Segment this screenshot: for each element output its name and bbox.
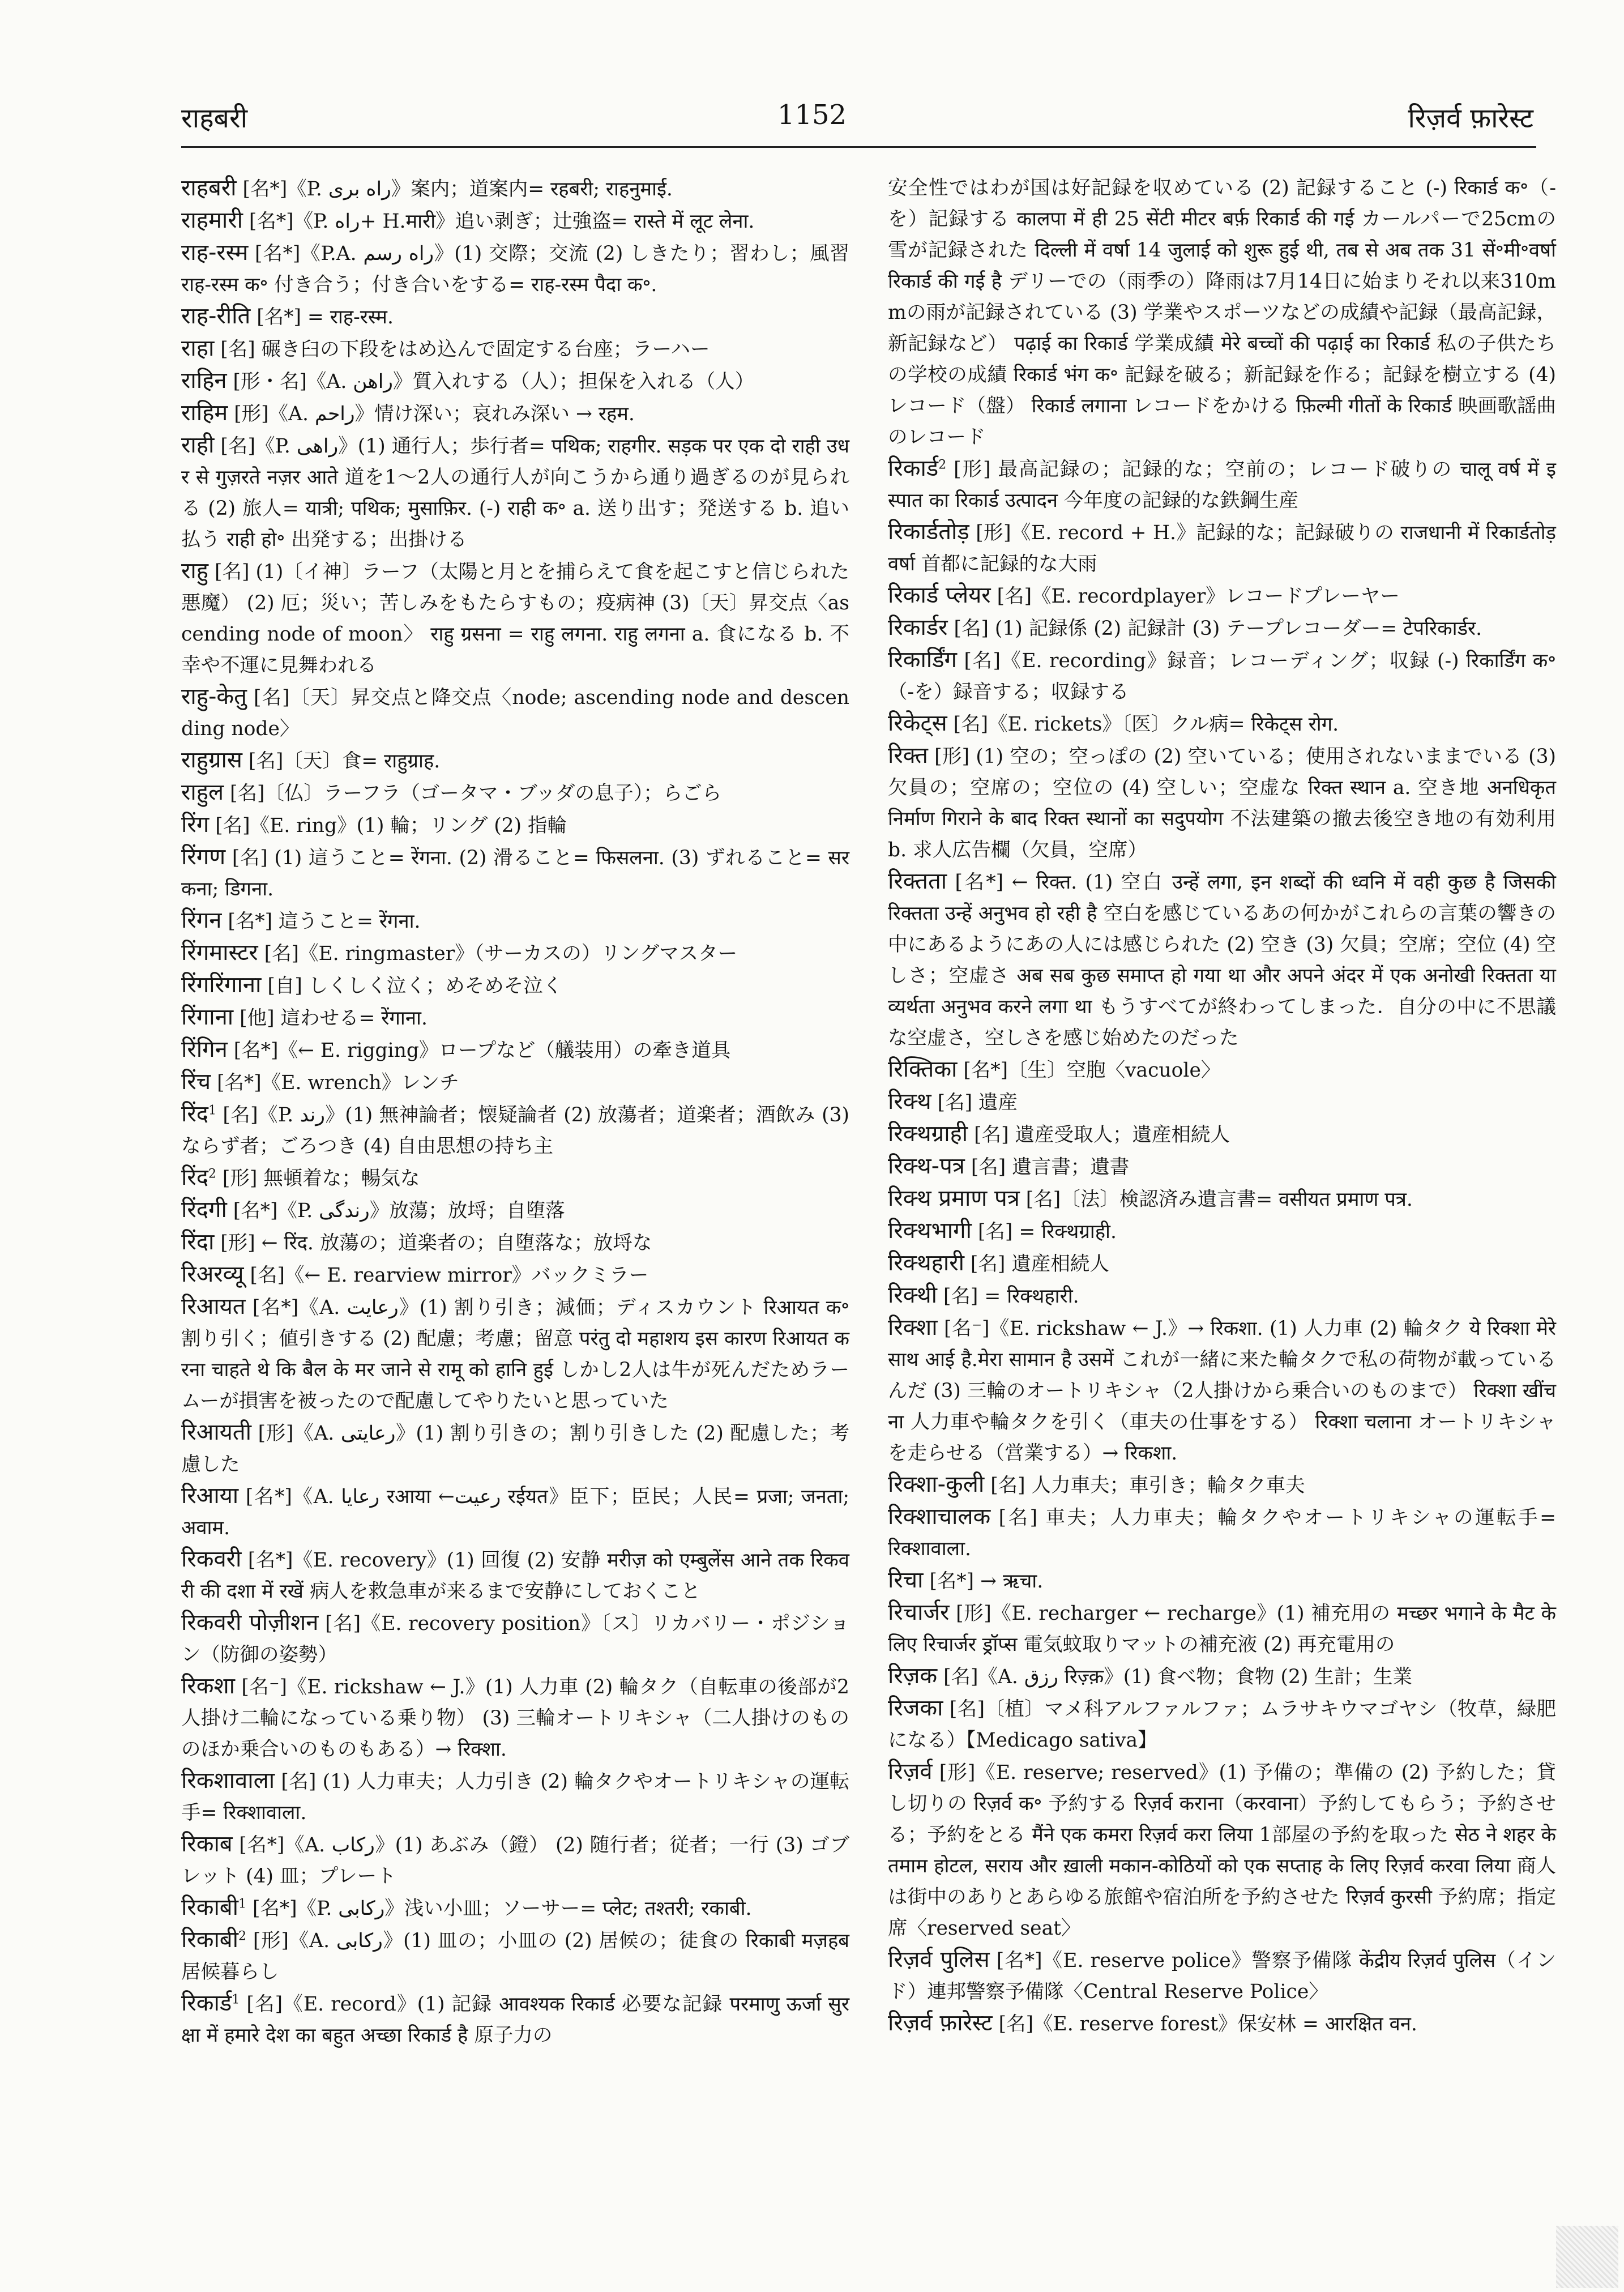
entry-definition: [名*] = राह-रस्म. (250, 306, 394, 328)
entry-definition: [形] 無頓着な；暢気な (216, 1167, 420, 1190)
entry-headword: रिक्थ (888, 1089, 931, 1115)
entry-headword: रिकशावाला (181, 1768, 275, 1794)
entry-headword: रिअरव्यू (181, 1261, 244, 1287)
entry-definition: [名*]《← E. rigging》ロープなど（艤装用）の牽き道具 (227, 1039, 731, 1062)
dictionary-entry (181, 301, 849, 333)
dictionary-entry (888, 1086, 1556, 1119)
entry-headword: रिज़र्व पुलिस (888, 1947, 990, 1973)
dictionary-entry (888, 453, 1556, 517)
entry-headword: रिंगण (181, 844, 226, 870)
entry-headword: रिक्थभागी (888, 1218, 972, 1244)
dictionary-entry (181, 365, 849, 398)
running-head-left: राहबरी (181, 103, 248, 134)
dictionary-entry (181, 1417, 849, 1480)
entry-definition: [形]《E. reserve; reserved》(1) 予備の；準備の (2) 予約した；貸し切りの रिज़र्व क॰ 予約する रिज़र्व कराना（करवाना）予約してもらう；予約させる；予約をとる मैंने एक कमरा रिज़र्व करा लिया 1部屋の予約を取った सेठ ने शहर के तमाम होटल, सराय और ख़ाली मकान-कोठियों को एक सप्ताह के लिए रिज़र्व करवा लिया 商人は街中のありとあらゆる旅館や宿泊所を予約させた रिज़र्व कुरसी 予約席；指定席〈reserved seat〉 (888, 1761, 1556, 1940)
entry-headword: रिक्थ-पत्र (888, 1153, 965, 1179)
dictionary-entry (181, 905, 849, 937)
dictionary-entry (181, 1765, 849, 1829)
entry-headword: रिकेट्स (888, 710, 947, 736)
entry-headword: रिकवरी पोज़ीशन (181, 1610, 319, 1636)
entry-headword: राहुग्रास (181, 747, 242, 773)
homograph-number: 2 (938, 458, 947, 472)
entry-headword: रिआयती (181, 1419, 251, 1445)
dictionary-entry (888, 708, 1556, 740)
entry-definition: [名] 車夫；人力車夫；輪タクやオートリキシャの運転手= रिक्शावाला. (888, 1506, 1556, 1560)
dictionary-entry (181, 205, 849, 237)
dictionary-entry (888, 1501, 1556, 1565)
entry-headword: रिकार्ड प्लेयर (888, 582, 991, 608)
entry-definition: [形]《A. راحم》情け深い；哀れみ深い → रहम. (228, 403, 635, 425)
entry-definition: [名]《E. recording》録音；レコーディング；収録 (-) रिकार्डिंग क॰（-を）録音する；収録する (888, 650, 1556, 703)
dictionary-entry (888, 740, 1556, 866)
homograph-number: 1 (208, 1103, 216, 1118)
dictionary-entry (181, 1227, 849, 1259)
entry-definition: [形]《E. record + H.》記録的な；記録破りの राजधानी में रिकार्डतोड़ वर्षा 首都に記録的な大雨 (888, 522, 1556, 575)
dictionary-entry (888, 1054, 1556, 1086)
dictionary-entry (888, 1944, 1556, 2008)
entry-definition: [名] 碾き臼の下段をはめ込んで固定する台座；ラーハー (214, 338, 710, 361)
dictionary-entry (181, 1194, 849, 1227)
entry-definition: [名*]《P. رکابی》浅い小皿；ソーサー= प्लेट; तश्तरी; रकाबी. (246, 1897, 752, 1920)
entry-definition: [名*] ← रिक्त. (1) 空白 उन्हें लगा, इन शब्दों की ध्वनि में वही कुछ है जिसकी रिक्तता उन्हें अनुभव हो रही है 空白を感じているあの何かがこれらの言葉の響きの中にあるようにあの人には感じられた (2) 空き (3) 欠員；空席；空位 (4) 空しさ；空虚さ अब सब कुछ समाप्त हो गया था और अपने अंदर में एक अनोखी रिक्तता या व्यर्थता अनुभव करने लगा था もうすべてが終わってしまった．自分の中に不思議な空虚さ，空しさを感じ始めたのだった (888, 871, 1556, 1049)
entry-headword: रिक्थ प्रमाण पत्र (888, 1185, 1020, 1211)
homograph-number: 1 (232, 1992, 240, 2007)
entry-headword: राहिम (181, 400, 228, 426)
entry-headword: रिकार्डतोड़ (888, 519, 969, 545)
dictionary-entry (181, 430, 849, 556)
dictionary-entry (181, 842, 849, 905)
entry-headword: रिंदा (181, 1229, 215, 1255)
entry-headword: रिकशा (181, 1673, 235, 1699)
dictionary-entry (181, 1066, 849, 1099)
entry-headword: राहु (181, 558, 208, 584)
entry-headword: रिंग (181, 812, 210, 838)
entry-definition: 安全性ではわが国は好記録を収めている (2) 記録すること (-) रिकार्ड क॰（-を）記録する कालपा में ही 25 सेंटी मीटर बर्फ़ रिकार्ड की गई カールパーで25cmの雪が記録された दिल्ली में वर्षा 14 जुलाई को शुरू हुई थी, तब से अब तक 31 सें॰मी॰वर्षा रिकार्ड की गई है デリーでの（雨季の）降雨は7月14日に始まりそれ以来310mmの雨が記録されている (3) 学業やスポーツなどの成績や記録（最高記録，新記録など） पढ़ाई का रिकार्ड 学業成績 मेरे बच्चों की पढ़ाई का रिकार्ड 私の子供たちの学校の成績 रिकार्ड भंग क॰ 記録を破る；新記録を作る；記録を樹立する (4) レコード（盤） रिकार्ड लगाना レコードをかける फ़िल्मी गीतों के रिकार्ड 映画歌謡曲のレコード (888, 177, 1556, 449)
entry-definition: [形]《A. رکابی》(1) 皿の；小皿の (2) 居候の；徒食の रिकाबी मज़हब 居候暮らし (181, 1930, 849, 1983)
dictionary-entry (181, 1034, 849, 1066)
entry-headword: रिक्तिका (888, 1056, 958, 1082)
entry-headword: रिंगरिंगाना (181, 972, 262, 998)
dictionary-entry (181, 937, 849, 970)
entry-definition: [名] (1) 記録係 (2) 記録計 (3) テープレコーダー= टेपरिकार्डर. (947, 617, 1482, 640)
entry-headword: रिकवरी (181, 1546, 242, 1572)
dictionary-entry (181, 1988, 849, 2051)
dictionary-entry (888, 1151, 1556, 1183)
entry-definition: [名] 人力車夫；車引き；輪タク車夫 (984, 1474, 1305, 1497)
entry-headword: रिंद (181, 1101, 208, 1127)
dictionary-entry (888, 1597, 1556, 1661)
dictionary-entry (888, 1661, 1556, 1693)
entry-definition: [自] しくしく泣く；めそめそ泣く (261, 975, 563, 997)
entry-definition: [名]〔植〕マメ科アルファルファ；ムラサキウマゴヤシ（牧草，緑肥になる）【Medicago sativa】 (888, 1698, 1556, 1752)
entry-definition: [名] (1) 人力車夫；人力引き (2) 輪タクやオートリキシャの運転手= रिक्शावाला. (181, 1770, 849, 1824)
entry-headword: राहिन (181, 368, 227, 394)
dictionary-entry (181, 1480, 849, 1544)
dictionary-entry (888, 1312, 1556, 1469)
entry-definition: [名]〔天〕食= राहुग्राह. (242, 750, 441, 772)
entry-headword: रिचा (888, 1567, 924, 1593)
entry-definition: [他] 這わせる= रेंगाना. (233, 1007, 428, 1030)
entry-definition: [名*]《E. recovery》(1) 回復 (2) 安静 मरीज़ को एम्बुलेंस आने तक रिकवरी की दशा में रखें 病人を救急車が来るまで安静にしておくこと (181, 1549, 849, 1603)
dictionary-entry (888, 1183, 1556, 1215)
dictionary-entry (888, 1248, 1556, 1280)
dictionary-entry (888, 1469, 1556, 1501)
left-column (181, 173, 849, 2051)
entry-definition: [名] = रिक्थग्राही. (972, 1220, 1117, 1243)
entry-headword: रिआया (181, 1483, 239, 1509)
entry-definition: [名⁻]《E. rickshaw ← J.》(1) 人力車 (2) 輪タク（自転車の後部が2人掛け二輪になっている乗り物） (3) 三輪オートリキシャ（二人掛けのもののほか乗合いのものもある）→ रिक्शा. (181, 1676, 849, 1761)
dictionary-entry (888, 580, 1556, 612)
entry-definition: [名]〔仏〕ラーフラ（ゴータマ・ブッダの息子）；らごら (224, 782, 722, 805)
entry-definition: [名*]《A. رعایا रआया ←رعیت रईयत》臣下；臣民；人民= प्रजा; जनता; अवाम. (181, 1486, 850, 1539)
dictionary-entry (888, 2008, 1556, 2040)
dictionary-entry (181, 681, 849, 745)
entry-headword: रिकार्डर (888, 614, 948, 641)
entry-headword: रिकाबी (181, 1894, 238, 1920)
entry-headword: रिज़र्व फ़ारेस्ट (888, 2010, 993, 2036)
entry-definition: [名]《E. ring》(1) 輪；リング (2) 指輪 (209, 814, 567, 837)
entry-headword: रिकाबी (181, 1927, 238, 1953)
entry-headword: राही (181, 432, 215, 458)
entry-definition: [名*]《P. رندگی》放蕩；放埒；自堕落 (226, 1200, 565, 1222)
entry-headword: रिंदगी (181, 1197, 227, 1223)
entry-headword: रिआयत (181, 1294, 246, 1320)
dictionary-entry (181, 1829, 849, 1892)
entry-definition: [名*]《A. رکاب》(1) あぶみ（鐙） (2) 随行者；従者；一行 (3) ゴブレット (4) 皿；プレート (181, 1834, 849, 1888)
entry-definition: [名]《E. recordplayer》レコードプレーヤー (990, 585, 1400, 608)
entry-definition: [名] = रिक्थहारी. (937, 1285, 1079, 1308)
dictionary-entry (181, 970, 849, 1002)
entry-definition: [名] (1)〔イ神〕ラーフ（太陽と月とを捕らえて食を起こすと信じられた悪魔） (2) 厄；災い；苦しみをもたらすもの；疫病神 (3)〔天〕昇交点〈ascending node of moon〉 राहु ग्रसना = राहु लगना. राहु लगना a. 食になる b. 不幸や不運に見舞われる (181, 561, 849, 677)
entry-definition: [名]《P. رند》(1) 無神論者；懐疑論者 (2) 放蕩者；道楽者；酒飲み (3) ならず者；ごろつき (4) 自由思想の持ち主 (181, 1104, 849, 1158)
entry-definition: [名*] 這うこと= रेंगना. (221, 910, 421, 933)
entry-headword: राहुल (181, 779, 224, 805)
entry-definition: [名] 遺産 (931, 1091, 1018, 1114)
entry-headword: रिज़र्व (888, 1759, 933, 1785)
entry-headword: रिजका (888, 1695, 943, 1721)
entry-definition: [名]《P. راهی》(1) 通行人；歩行者= पथिक; राहगीर. सड़क पर एक दो राही उधर से गुज़रते नज़र आते 道を1〜2人の通行人が向こうから通り過ぎるのが見られる (2) 旅人= यात्री; पथिक; मुसाफ़िर. (-) राही क॰ a. 送り出す；発送する b. 追い払う राही हो॰ 出発する；出掛ける (181, 435, 849, 551)
entry-definition: [名]〔天〕昇交点と降交点〈node; ascending node and descending node〉 (181, 686, 849, 740)
entry-definition: [名]《E. ringmaster》（サーカスの）リングマスター (258, 942, 738, 965)
entry-headword: राहमारी (181, 207, 243, 233)
dictionary-entry (888, 1280, 1556, 1312)
entry-definition: [名]《E. rickets》〔医〕クル病= रिकेट्स रोग. (947, 713, 1339, 736)
entry-headword: रिकार्डिंग (888, 647, 958, 673)
entry-definition: [名*]《E. reserve police》警察予備隊 केंद्रीय रिज़र्व पुलिस（インド）連邦警察予備隊〈Central Reserve Police〉 (888, 1949, 1556, 2003)
entry-definition: [名]《A. رزق रिज़्क़》(1) 食べ物；食物 (2) 生計；生業 (937, 1666, 1412, 1688)
running-head-right: रिज़र्व फ़ारेस्ट (1408, 103, 1533, 134)
entry-headword: रिकार्ड (888, 455, 939, 481)
entry-headword: रिचार्जर (888, 1599, 950, 1625)
dictionary-entry (181, 1162, 849, 1194)
dictionary-entry (181, 398, 849, 430)
dictionary-entry (888, 612, 1556, 645)
entry-headword: रिकाब (181, 1831, 233, 1857)
entry-headword: रिक्त (888, 742, 928, 769)
dictionary-entry (888, 173, 1556, 453)
entry-definition: [名] 遺産受取人；遺産相続人 (968, 1124, 1230, 1146)
entry-headword: राहबरी (181, 175, 237, 201)
entry-definition: [形] (1) 空の；空っぽの (2) 空いている；使用されないままでいる (3) 欠員の；空席の；空位の (4) 空しい；空虚な रिक्त स्थान a. 空き地 अनधिकृत निर्माण गिराने के बाद रिक्त स्थानों का सदुपयोग 不法建築の撤去後空き地の有効利用 b. 求人広告欄（欠員，空席） (888, 745, 1556, 861)
entry-headword: रिक्थहारी (888, 1250, 964, 1276)
entry-definition: [名] 遺言書；遺書 (964, 1156, 1130, 1179)
dictionary-entry (181, 777, 849, 809)
entry-headword: रिकार्ड (181, 1990, 232, 2016)
entry-headword: रिक्शाचालक (888, 1504, 991, 1530)
dictionary-entry (181, 1924, 849, 1988)
page-corner-mark (1556, 2226, 1618, 2288)
dictionary-entry (888, 517, 1556, 580)
entry-definition: [名]〔法〕検認済み遺言書= वसीयत प्रमाण पत्र. (1019, 1188, 1413, 1211)
dictionary-entry (181, 1544, 849, 1607)
entry-definition: [名] 遺産相続人 (964, 1253, 1109, 1275)
entry-definition: [名]《E. recovery position》〔ス〕リカバリー・ポジション（防御の姿勢） (181, 1612, 849, 1666)
dictionary-entry (181, 173, 849, 205)
dictionary-entry (181, 1099, 849, 1162)
dictionary-entry (888, 1215, 1556, 1248)
dictionary-entry (888, 1693, 1556, 1756)
entry-headword: रिक्थी (888, 1282, 937, 1308)
entry-headword: राह-रस्म (181, 240, 249, 266)
entry-definition: [名]《E. reserve forest》保安林 = आरक्षित वन. (992, 2013, 1417, 2035)
dictionary-entry (181, 809, 849, 842)
dictionary-entry (181, 556, 849, 681)
homograph-number: 2 (238, 1929, 246, 1944)
dictionary-entry (181, 1671, 849, 1765)
dictionary-entry (888, 1119, 1556, 1151)
dictionary-entry (888, 1756, 1556, 1944)
entry-headword: रिंगाना (181, 1004, 234, 1030)
entry-headword: रिंगमास्टर (181, 940, 258, 966)
dictionary-entry (181, 237, 849, 301)
dictionary-entry (181, 745, 849, 777)
entry-headword: राहु-केतु (181, 684, 247, 710)
entry-headword: रिंद (181, 1164, 208, 1190)
entry-definition: [名]《E. record》(1) 記録 आवश्यक रिकार्ड 必要な記録 परमाणु ऊर्जा सुरक्षा में हमारे देश का बहुत अच्छा रिकार्ड है 原子力の (181, 1993, 849, 2047)
entry-headword: राहा (181, 335, 215, 361)
entry-definition: [名*]《E. wrench》レンチ (211, 1072, 459, 1094)
homograph-number: 2 (208, 1167, 216, 1181)
entry-definition: [名*]《A. رعایت》(1) 割り引き；減価；ディスカウント रिआयत क॰ 割り引く；値引きする (2) 配慮；考慮；留意 परंतु दो महाशय इस कारण रिआयत करना चाहते थे कि बैल के मर जाने से रामू को हानि हुई しかし2人は牛が死んだためラームーが損害を被ったので配慮してやりたいと思っていた (181, 1296, 849, 1412)
entry-headword: रिक्तता (888, 868, 947, 894)
dictionary-entry (888, 866, 1556, 1054)
dictionary-entry (181, 1291, 849, 1417)
entry-definition: [名] (1) 這うこと= रेंगना. (2) 滑ること= फिसलना. (3) ずれること= सरकना; डिगना. (181, 847, 849, 900)
page-number: 1152 (777, 99, 847, 131)
entry-headword: रिक्शा-कुली (888, 1471, 985, 1497)
entry-definition: [名*]《P. راه+ H.मारी》追い剥ぎ；辻強盗= रास्ते में लूट लेना. (242, 210, 755, 233)
entry-definition: [形] ← रिंद. 放蕩の；道楽者の；自堕落な；放埒な (214, 1232, 652, 1254)
entry-definition: [名*]〔生〕空胞〈vacuole〉 (957, 1059, 1221, 1082)
entry-definition: [名*]《P.A. راه رسم》(1) 交際；交流 (2) しきたり；習わし；風習 राह-रस्म क॰ 付き合う；付き合いをする= राह-रस्म पैदा क॰. (181, 242, 849, 296)
entry-definition: [形・名]《A. راهن》質入れする（人）；担保を入れる（人） (226, 370, 755, 393)
entry-definition: [形]《E. recharger ← recharge》(1) 補充用の मच्छर भगाने के मैट के लिए रिचार्जर ड्रॉप्स 電気蚊取りマットの補充液 (2) 再充電用の (888, 1602, 1556, 1656)
entry-headword: रिंच (181, 1069, 211, 1095)
entry-headword: रिज़क (888, 1663, 938, 1689)
entry-headword: रिंगिन (181, 1036, 228, 1062)
entry-headword: राह-रीति (181, 303, 251, 329)
entry-definition: [形] 最高記録の；記録的な；空前の；レコード破りの चालू वर्ष में इस्पात का रिकार्ड उत्पादन 今年度の記録的な鉄鋼生産 (888, 458, 1556, 512)
entry-headword: रिंगन (181, 907, 222, 933)
entry-headword: रिक्थग्राही (888, 1121, 968, 1147)
header-rule (181, 146, 1536, 148)
entry-definition: [名]《← E. rearview mirror》バックミラー (243, 1264, 649, 1287)
dictionary-entry (888, 1565, 1556, 1597)
dictionary-entry (181, 1892, 849, 1924)
entry-definition: [名⁻]《E. rickshaw ← J.》→ रिकशा. (1) 人力車 (2) 輪タク ये रिक्शा मेरे साथ आई है.मेरा सामान है उसमें これが一緒に来た輪タクで私の荷物が載っているんだ (3) 三輪のオートリキシャ（2人掛けから乗合いのものまで） रिक्शा खींचना 人力車や輪タクを引く（車夫の仕事をする） रिक्शा चलाना オートリキシャを走らせる（営業する）→ रिकशा. (888, 1317, 1556, 1465)
dictionary-entry (181, 1607, 849, 1671)
homograph-number: 1 (238, 1897, 246, 1911)
entry-definition: [名*]《P. راه بری》案内；道案内= रहबरी; राहनुमाई. (236, 178, 673, 200)
entry-definition: [形]《A. رعایتی》(1) 割り引きの；割り引きした (2) 配慮した；考慮した (181, 1422, 849, 1476)
dictionary-entry (888, 645, 1556, 708)
dictionary-entry (181, 333, 849, 365)
right-column (888, 173, 1556, 2040)
entry-headword: रिक्शा (888, 1314, 938, 1341)
dictionary-entry (181, 1259, 849, 1291)
dictionary-entry (181, 1002, 849, 1034)
entry-definition: [名*] → ऋचा. (923, 1570, 1044, 1593)
